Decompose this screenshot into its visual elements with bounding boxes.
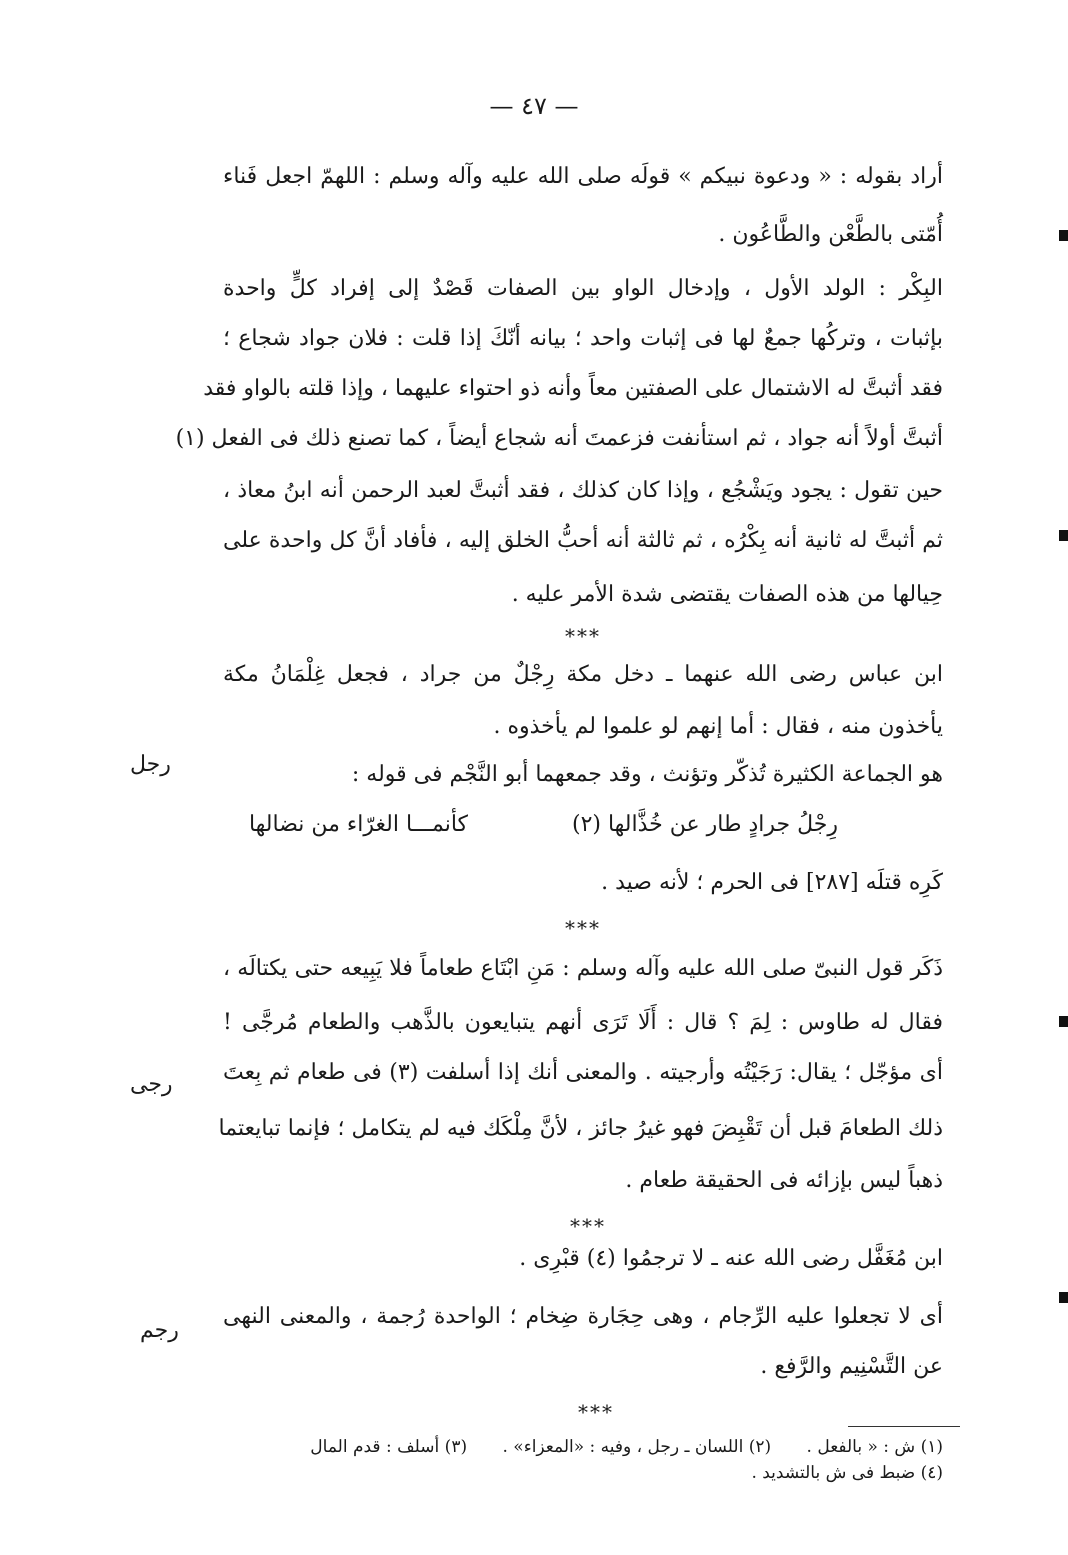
text-line: يأخذون منه ، فقال : أما إنهم لو علموا لم يأخذوه . [493,714,943,739]
scan-mark [1059,230,1068,241]
text-line: أراد بقوله : « ودعوة نبيكم » قولَه صلى الله عليه وآله وسلم : اللهمّ اجعل فَناء [223,164,943,189]
text-line: ذهباً ليس بإزائه فى الحقيقة طعام . [625,1168,943,1193]
text-line: أُمّتى بالطَّعْن والطَّاعُون . [718,222,943,247]
footnote-rule [848,1426,960,1427]
footnotes-line-1 [223,1436,943,1458]
section-separator: *** [565,624,601,648]
scan-mark [1059,1016,1068,1027]
scan-mark [1059,530,1068,541]
text-line: فقد أثبتَّ له الاشتمال على الصفتين معاً وأنه ذو احتواء عليهما ، وإذا قلته بالواو فقد [203,376,943,401]
text-line: هو الجماعة الكثيرة تُذكّر وتؤنث ، وقد جمعهما أبو النَّجْم فى قوله : [351,762,943,787]
section-separator: *** [578,1400,614,1424]
text-line: ابن مُغَفَّل رضى الله عنه ـ لا ترجمُوا (٤) قبْرِى . [519,1246,943,1271]
section-separator: *** [565,916,601,940]
text-line: البِكْر : الولد الأول ، وإدخال الواو بين الصفات قَصْدٌ إلى إفراد كلٍّ واحدة [223,276,943,301]
footnote-1: (١) ش : « بالفعل . [806,1437,943,1457]
text-line: أى مؤجّل ؛ يقال: رَجَيْتُه وأرجيته . والمعنى أنك إذا أسلفت (٣) فى طعام ثم بِعتَ [223,1060,943,1085]
section-separator: *** [570,1214,606,1238]
root-word-margin: رجى [130,1072,173,1097]
scan-mark [1059,1292,1068,1303]
root-word-margin: رجم [140,1318,179,1343]
text-line: عن التَّسْنِيم والرَّفع . [760,1354,943,1379]
verse-hemistich-1: كأنمـــا الغرّاء من نضالها [248,812,468,837]
text-line: ذلك الطعامَ قبل أن تَقْبِضَ فهو غيرُ جائز ، لأنَّ مِلْكَك فيه لم يتكامل ؛ فإنما تبايعتما [218,1116,943,1141]
text-line: حِيالها من هذه الصفات يقتضى شدة الأمر عليه . [511,582,943,607]
text-line: ابن عباس رضى الله عنهما ـ دخل مكة رِجْلٌ من جراد ، فجعل غِلْمَانُ مكة [223,662,943,687]
root-word-margin: رجل [130,752,171,777]
text-line: فقال له طاوس : لِمَ ؟ قال : أَلَا تَرَى أنهم يتبايعون بالذَّهب والطعام مُرجَّى ! [223,1010,943,1035]
verse-hemistich-2: رِجْلُ جرادٍ طار عن خُذَّالها (٢) [571,812,838,837]
text-line: ثم أثبتَّ له ثانية أنه بِكْرُه ، ثم ثالثة أنه أحبُّ الخلق إليه ، فأفاد أنَّ كل واحدة على [223,528,943,553]
text-line: أى لا تجعلوا عليه الرِّجام ، وهى حِجَارة ضِخام ؛ الواحدة رُجمة ، والمعنى النهى [223,1304,943,1329]
text-line: أثبتَّ أولاً أنه جواد ، ثم استأنفت فزعمتَ أنه شجاع أيضاً ، كما تصنع ذلك فى الفعل (١) [175,426,943,451]
footnote-2: (٢) اللسان ـ رجل ، وفيه : «المعزاء» . [502,1437,772,1457]
footnote-4: (٤) ضبط فى ش بالتشديد . [751,1463,943,1483]
text-line: بإثبات ، وتركُها جمعٌ لها فى إثبات واحد ؛ بيانه أنّكَ إذا قلت : فلان جواد شجاع ؛ [223,326,943,351]
text-line: ذَكَر قول النبىّ صلى الله عليه وآله وسلم : مَنِ ابْتَاع طعاماً فلا يَبِيعه حتى يكتالَه ، [223,956,943,981]
text-line: كَرِه قتلَه [٢٨٧] فى الحرم ؛ لأنه صيد . [601,870,943,895]
page-number: — ٤٧ — [489,92,579,120]
footnote-3: (٣) أسلف : قدم المال [310,1437,468,1457]
text-line: حين تقول : يجود ويَشْجُع ، وإذا كان كذلك ، فقد أثبتَّ لعبد الرحمن أنه ابنُ معاذ ، [223,478,943,503]
